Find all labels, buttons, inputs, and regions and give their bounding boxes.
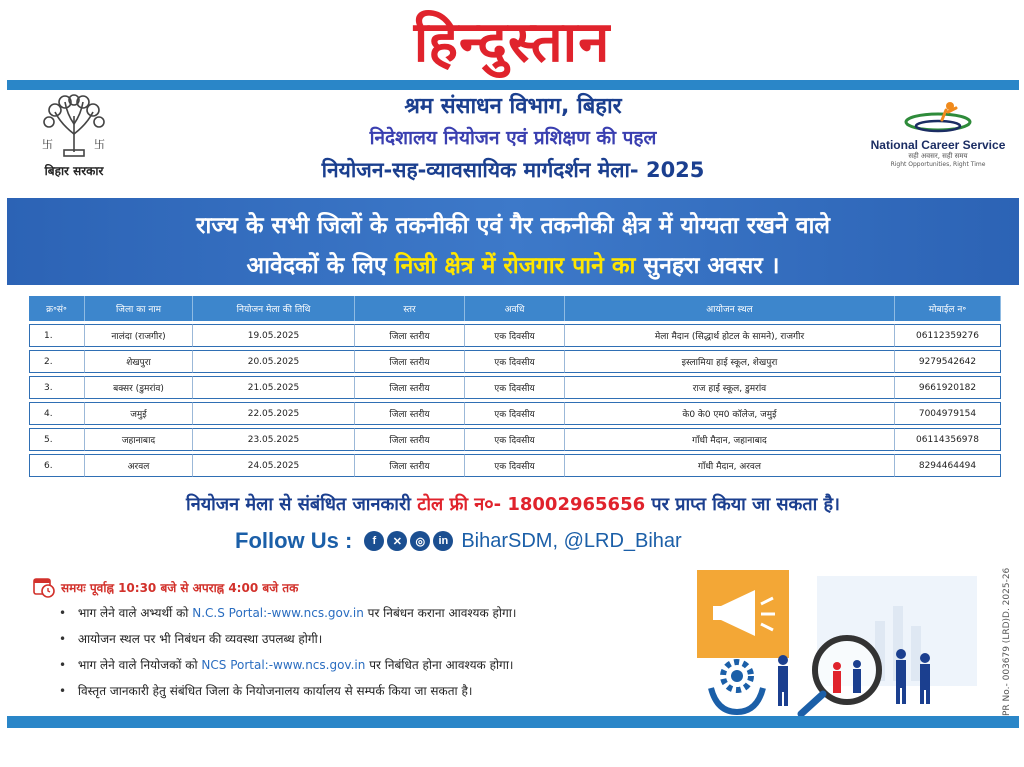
fair-title: नियोजन-सह-व्यावसायिक मार्गदर्शन मेला- 2025 (321, 158, 705, 182)
cell-district: अरवल (85, 454, 193, 477)
recruitment-illustration (697, 566, 982, 718)
tollfree-number: टोल फ्री न०- 18002965656 (417, 494, 646, 515)
cell-venue: राज हाई स्कूल, डुमरांव (565, 376, 895, 399)
bullet-1-a: भाग लेने वाले अभ्यर्थी को (77, 606, 189, 620)
cell-venue: मेला मैदान (सिद्धार्थ होटल के सामने), राजगीर (565, 324, 895, 347)
cell-duration: एक दिवसीय (465, 402, 565, 425)
table-header-row (29, 296, 1001, 321)
cell-serial: 1. (29, 324, 85, 347)
col-header-venue: आयोजन स्थल (565, 296, 895, 321)
table-row (29, 402, 1001, 425)
cell-duration: एक दिवसीय (465, 324, 565, 347)
instruction-list (59, 600, 516, 704)
list-item (59, 626, 516, 652)
cell-mobile: 7004979154 (895, 402, 1001, 425)
table-row (29, 350, 1001, 373)
cell-serial: 6. (29, 454, 85, 477)
advertisement (7, 80, 1019, 728)
cell-date: 22.05.2025 (193, 402, 355, 425)
timing-text: समयः पूर्वाह्न 10:30 बजे से अपराह्न 4:00 बजे तक (61, 580, 299, 595)
cell-serial: 3. (29, 376, 85, 399)
instagram-icon[interactable]: ◎ (410, 531, 430, 551)
cell-serial: 4. (29, 402, 85, 425)
bottom-bar (7, 716, 1019, 728)
cell-date: 24.05.2025 (193, 454, 355, 477)
tollfree-text-after: पर प्राप्त किया जा सकता है। (651, 494, 840, 515)
cell-district: शेखपुरा (85, 350, 193, 373)
col-header-level: स्तर (355, 296, 465, 321)
opportunity-banner (7, 198, 1019, 285)
cell-level: जिला स्तरीय (355, 350, 465, 373)
ncs-name: National Career Service (870, 138, 1006, 152)
bullet-1-b: पर निबंधन कराना आवश्यक होगा। (367, 606, 517, 620)
newspaper-masthead (0, 0, 1024, 80)
department-title: श्रम संसाधन विभाग, बिहार (404, 94, 622, 119)
tollfree-text-before: नियोजन मेला से संबंधित जानकारी (186, 494, 411, 515)
bullet-4: विस्तृत जानकारी हेतु संबंधित जिला के नियोजनालय कार्यालय से सम्पर्क किया जा सकता है। (77, 684, 473, 698)
pr-number-vertical (995, 540, 1015, 718)
magnifier-icon (801, 638, 879, 714)
x-icon[interactable]: ✕ (387, 531, 407, 551)
list-item (59, 678, 516, 704)
linkedin-icon[interactable]: in (433, 531, 453, 551)
col-header-date: नियोजन मेला की तिथि (193, 296, 355, 321)
banner-line-2 (7, 248, 1019, 280)
cell-mobile: 06112359276 (895, 324, 1001, 347)
cell-mobile: 8294464494 (895, 454, 1001, 477)
calendar-clock-icon (33, 576, 55, 598)
cell-date: 19.05.2025 (193, 324, 355, 347)
cell-district: जहानाबाद (85, 428, 193, 451)
cell-venue: के0 के0 एम0 कॉलेज, जमुई (565, 402, 895, 425)
job-fair-schedule-table (29, 293, 1001, 480)
col-header-duration: अवधि (465, 296, 565, 321)
svg-text:卐: 卐 (94, 138, 105, 151)
cell-level: जिला स्तरीय (355, 376, 465, 399)
cell-district: बक्सर (डुमरांव) (85, 376, 193, 399)
follow-us-label: Follow Us : (235, 528, 353, 553)
banner-line-1: राज्य के सभी जिलों के तकनीकी एवं गैर तकनीकी क्षेत्र में योग्यता रखने वाले (195, 213, 831, 239)
col-header-mobile: मोबाईल न॰ (895, 296, 1001, 321)
social-handles[interactable]: BiharSDM, @LRD_Bihar (461, 529, 682, 552)
ncs-portal-link-employer[interactable]: NCS Portal:-www.ncs.gov.in (201, 658, 366, 672)
follow-us-row (235, 526, 682, 556)
timing-row (33, 576, 298, 598)
bihar-govt-label: बिहार सरकार (44, 164, 104, 178)
cell-venue: गाँधी मैदान, जहानाबाद (565, 428, 895, 451)
banner-line-2-a: आवेदकों के लिए (246, 253, 387, 279)
cell-duration: एक दिवसीय (465, 428, 565, 451)
directorate-subtitle: निदेशालय नियोजन एवं प्रशिक्षण की पहल (369, 127, 657, 149)
banner-highlight: निजी क्षेत्र में रोजगार पाने का (394, 253, 636, 279)
cell-mobile: 06114356978 (895, 428, 1001, 451)
table-row (29, 454, 1001, 477)
masthead-title: हिन्दुस्तान (413, 9, 611, 75)
col-header-serial: क्र॰सं॰ (29, 296, 85, 321)
ncs-portal-link[interactable]: N.C.S Portal:-www.ncs.gov.in (192, 606, 364, 620)
cell-date: 20.05.2025 (193, 350, 355, 373)
cell-level: जिला स्तरीय (355, 324, 465, 347)
cell-duration: एक दिवसीय (465, 454, 565, 477)
cell-mobile: 9279542642 (895, 350, 1001, 373)
table-row (29, 376, 1001, 399)
ncs-tagline-english: Right Opportunities, Right Time (890, 161, 986, 168)
cell-district: नालंदा (राजगीर) (85, 324, 193, 347)
bullet-3-b: पर निबंधित होना आवश्यक होगा। (369, 658, 514, 672)
table-row (29, 428, 1001, 451)
bullet-2: आयोजन स्थल पर भी निबंधन की व्यवस्था उपलब्ध होगी। (77, 632, 323, 646)
list-item (59, 652, 516, 678)
list-item (59, 600, 516, 626)
cell-level: जिला स्तरीय (355, 402, 465, 425)
cell-level: जिला स्तरीय (355, 454, 465, 477)
tollfree-info (7, 492, 1019, 516)
svg-text:卐: 卐 (42, 138, 53, 151)
gear-icon (723, 662, 751, 690)
banner-line-2-c: सुनहरा अवसर । (643, 253, 780, 279)
ncs-tagline-hindi: सही अवसर, सही समय (908, 152, 968, 160)
cell-mobile: 9661920182 (895, 376, 1001, 399)
cell-date: 21.05.2025 (193, 376, 355, 399)
col-header-district: जिला का नाम (85, 296, 193, 321)
cell-venue: गाँधी मैदान, अरवल (565, 454, 895, 477)
facebook-icon[interactable]: f (364, 531, 384, 551)
top-bar (7, 80, 1019, 90)
cell-duration: एक दिवसीय (465, 350, 565, 373)
bullet-3-a: भाग लेने वाले नियोजकों को (77, 658, 198, 672)
cell-serial: 2. (29, 350, 85, 373)
cell-date: 23.05.2025 (193, 428, 355, 451)
cell-district: जमुई (85, 402, 193, 425)
cell-serial: 5. (29, 428, 85, 451)
cell-duration: एक दिवसीय (465, 376, 565, 399)
cell-level: जिला स्तरीय (355, 428, 465, 451)
cell-venue: इस्लामिया हाई स्कूल, शेखपुरा (565, 350, 895, 373)
table-row (29, 324, 1001, 347)
pr-number: PR No.- 003679 (LRD)D. 2025-26 (1002, 567, 1012, 716)
